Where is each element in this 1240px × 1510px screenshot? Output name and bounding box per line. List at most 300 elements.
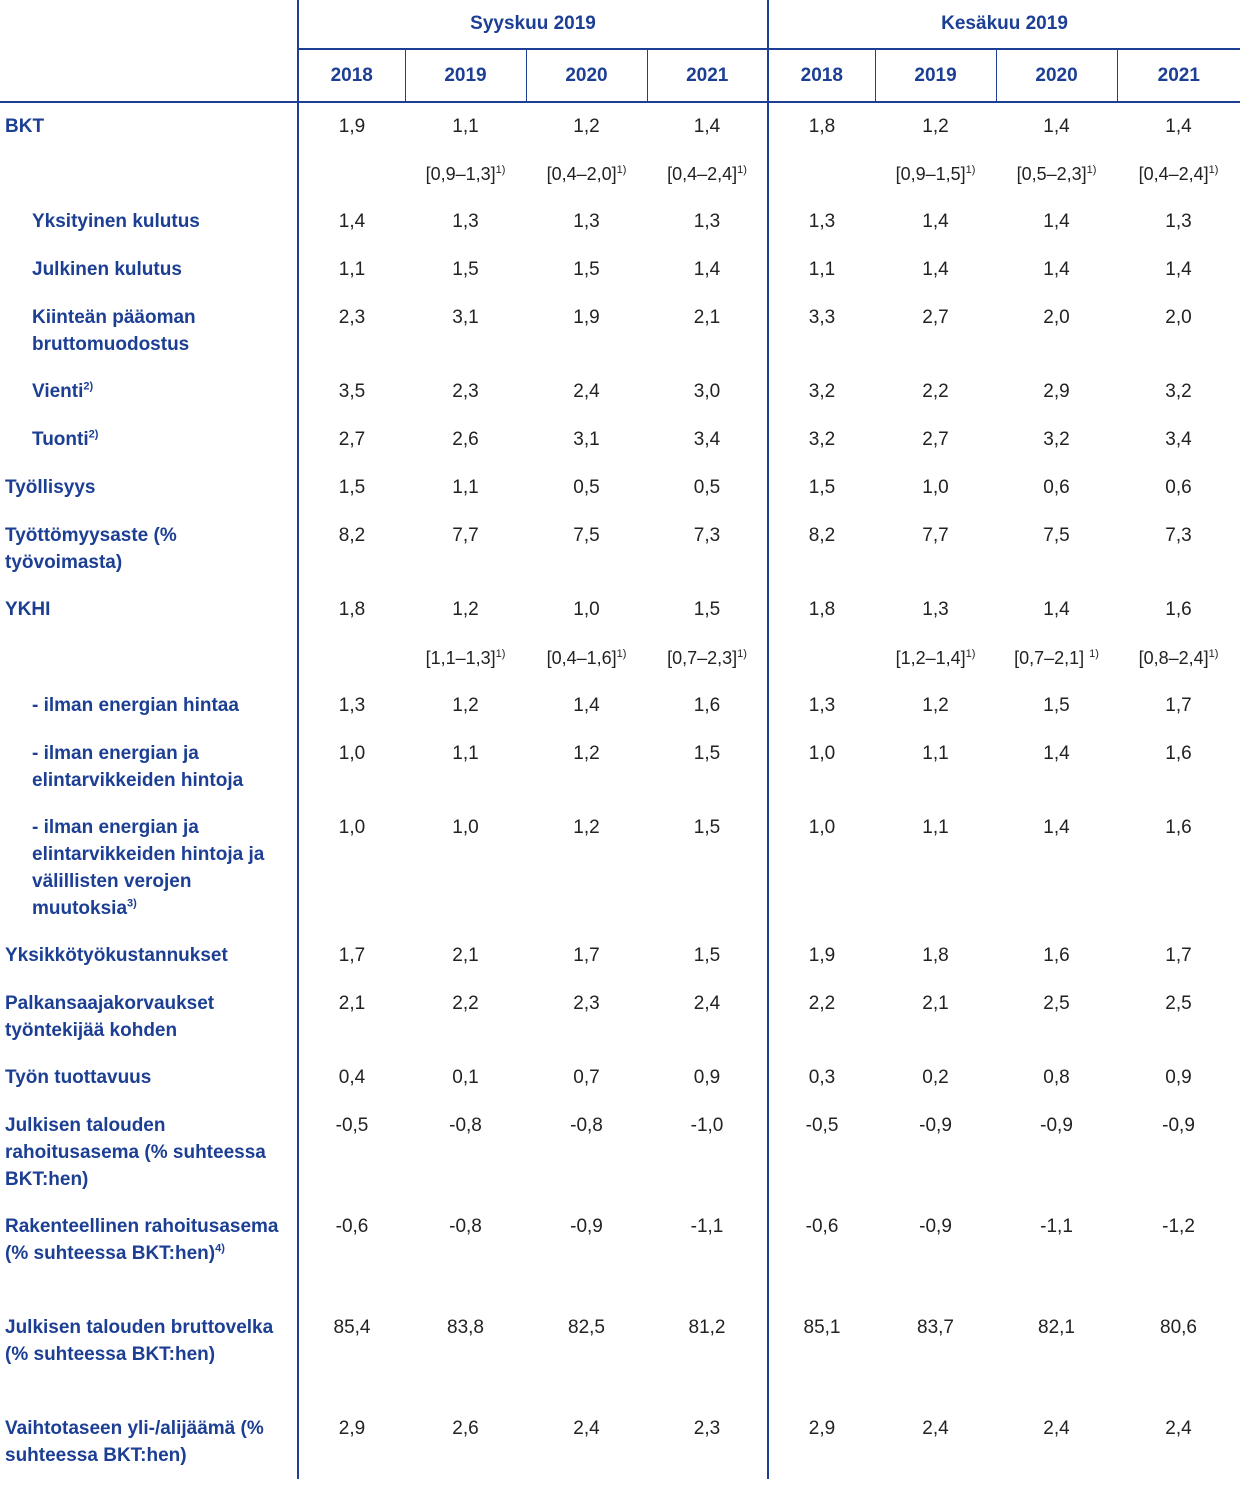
value-cell [405,1405,526,1479]
value-cell [647,246,768,294]
value-cell [996,1102,1117,1203]
cell-value: 1,5 [1043,695,1070,716]
table-body [0,102,1240,1479]
value-cell [875,1304,996,1405]
cell-value: 2,2 [452,993,479,1014]
cell-value: 1,4 [1165,116,1192,137]
cell-value: -1,2 [1162,1216,1195,1237]
cell-value: 1,9 [808,945,836,966]
year-header-row [0,49,1240,102]
cell-value: 0,9 [693,1067,721,1088]
footnote-marker: 1) [495,648,506,660]
table-row [0,804,1240,932]
value-cell [526,932,647,980]
cell-value: 1,4 [1043,599,1070,620]
row-label [0,1054,298,1102]
header-corner-bottom [0,49,298,102]
value-cell [1117,512,1240,586]
cell-value: 0,4 [338,1067,366,1088]
cell-value: 2,3 [693,1418,721,1439]
cell-value: 2,1 [693,307,721,328]
row-label-text: Julkisen talouden rahoitusasema (% suhteessa BKT:hen) [5,1115,266,1190]
row-label [0,294,298,368]
cell-value: 8,2 [808,525,836,546]
cell-value: 85,4 [333,1317,371,1338]
value-cell [298,1304,405,1405]
row-label [0,682,298,730]
range-value: [0,7–2,1] [1014,648,1090,668]
cell-value: 3,1 [452,307,479,328]
value-cell [996,150,1117,198]
group-header-june: Kesäkuu 2019 [768,0,1240,49]
table-row [0,416,1240,464]
footnote-marker: 1) [965,164,976,176]
row-label-text: - ilman energian ja elintarvikkeiden hintoja ja välillisten verojen muutoksia [32,817,265,919]
cell-value: -1,0 [690,1115,724,1136]
table-row [0,980,1240,1054]
value-cell [405,150,526,198]
table-row [0,1054,1240,1102]
value-cell [526,1304,647,1405]
value-cell [768,512,875,586]
value-cell [405,416,526,464]
row-label-text: YKHI [5,599,51,620]
value-cell [647,586,768,634]
value-cell [1117,102,1240,150]
cell-value: 1,0 [573,599,600,620]
cell-value: 1,2 [452,695,479,716]
value-cell [647,150,768,198]
footnote-marker: 1) [1086,164,1097,176]
cell-value: 1,4 [1043,743,1070,764]
value-cell [405,634,526,682]
cell-value: 2,0 [1165,307,1192,328]
row-label [0,416,298,464]
value-cell [768,730,875,804]
cell-value: -0,8 [449,1115,482,1136]
value-cell [996,980,1117,1054]
cell-value: 83,8 [447,1317,484,1338]
year-header: 2019 [875,49,996,102]
value-cell [1117,932,1240,980]
row-label [0,1102,298,1203]
value-cell [298,730,405,804]
value-cell [875,512,996,586]
value-cell [996,198,1117,246]
footnote-marker: 4) [215,1242,225,1255]
cell-value: 81,2 [688,1317,726,1338]
row-label-text: Palkansaajakorvaukset työntekijää kohden [5,993,215,1041]
value-cell [875,102,996,150]
value-cell [405,932,526,980]
cell-value: 2,3 [573,993,600,1014]
value-cell [996,464,1117,512]
cell-value: 1,7 [573,945,600,966]
cell-value: 3,2 [808,429,836,450]
value-cell [875,980,996,1054]
value-cell [526,416,647,464]
value-cell [526,246,647,294]
cell-value: -0,9 [919,1216,952,1237]
value-cell [298,804,405,932]
value-cell [298,294,405,368]
value-cell [1117,416,1240,464]
cell-value: 0,8 [1043,1067,1070,1088]
year-header: 2020 [996,49,1117,102]
value-cell [647,634,768,682]
row-label [0,368,298,416]
table-row [0,1304,1240,1405]
cell-value: 1,5 [808,477,836,498]
value-cell [875,294,996,368]
cell-value: -0,8 [449,1216,482,1237]
cell-value: 1,0 [338,817,366,838]
value-cell [405,1102,526,1203]
row-label [0,730,298,804]
value-cell [875,416,996,464]
cell-value: 1,1 [338,259,366,280]
year-header: 2018 [298,49,405,102]
value-cell [526,1405,647,1479]
value-cell [405,804,526,932]
row-label [0,932,298,980]
footnote-marker: 1) [965,648,976,660]
row-label-text: Yksityinen kulutus [32,211,200,232]
value-cell [526,1054,647,1102]
cell-value: 83,7 [917,1317,954,1338]
value-cell [526,294,647,368]
value-cell [298,102,405,150]
cell-value: 3,0 [693,381,721,402]
cell-value: -0,8 [570,1115,603,1136]
value-cell [526,150,647,198]
value-cell [405,198,526,246]
cell-value: -0,9 [1162,1115,1195,1136]
row-label-text: - ilman energian hintaa [32,695,239,716]
cell-value: 2,4 [693,993,721,1014]
cell-value: 2,9 [808,1418,836,1439]
row-label-text: Kiinteän pääoman bruttomuodostus [32,307,196,355]
cell-value: 7,3 [693,525,721,546]
cell-value: 2,9 [338,1418,366,1439]
cell-value: 0,6 [1043,477,1070,498]
value-cell [875,1054,996,1102]
value-cell [405,294,526,368]
cell-value: -0,5 [805,1115,839,1136]
cell-value: 1,5 [452,259,479,280]
value-cell [405,1304,526,1405]
table-row [0,634,1240,682]
year-header: 2021 [647,49,768,102]
value-cell [1117,150,1240,198]
cell-value: 2,9 [1043,381,1070,402]
cell-value: 1,0 [452,817,479,838]
cell-value: 1,3 [922,599,949,620]
cell-value: 7,3 [1165,525,1192,546]
cell-value: 1,7 [1165,695,1192,716]
value-cell [996,416,1117,464]
value-cell [405,682,526,730]
row-label [0,980,298,1054]
row-label-text: Vienti [32,381,84,402]
value-cell [405,1054,526,1102]
footnote-marker: 1) [616,648,627,660]
cell-value: 2,1 [922,993,949,1014]
value-cell [996,682,1117,730]
cell-value: 1,4 [922,259,949,280]
value-cell [405,368,526,416]
cell-value: 2,2 [922,381,949,402]
table-row [0,1203,1240,1304]
cell-value: 7,5 [573,525,600,546]
cell-value: 1,5 [573,259,600,280]
value-cell [526,980,647,1054]
value-cell [768,1405,875,1479]
range-value: [0,5–2,3] [1016,164,1087,184]
cell-value: 0,9 [1165,1067,1192,1088]
cell-value: 1,0 [338,743,366,764]
table-row [0,150,1240,198]
value-cell [647,368,768,416]
range-value: [0,4–1,6] [546,648,617,668]
row-label-text: Vaihtotaseen yli-/alijäämä (% suhteessa BKT:hen) [5,1418,264,1466]
value-cell [405,464,526,512]
value-cell [298,464,405,512]
cell-value: 3,4 [693,429,721,450]
value-cell [768,416,875,464]
value-cell [996,1054,1117,1102]
cell-value: 1,7 [338,945,366,966]
cell-value: 1,8 [808,599,836,620]
row-label [0,512,298,586]
range-value: [0,4–2,4] [1138,164,1209,184]
cell-value: 2,5 [1165,993,1192,1014]
cell-value: 1,2 [573,116,600,137]
cell-value: 1,3 [573,211,600,232]
table-row [0,682,1240,730]
cell-value: 80,6 [1160,1317,1197,1338]
value-cell [647,294,768,368]
range-value: [0,9–1,5] [895,164,966,184]
cell-value: 2,7 [338,429,366,450]
cell-value: 1,4 [693,116,721,137]
cell-value: 8,2 [338,525,366,546]
cell-value: 1,1 [452,477,479,498]
value-cell [647,1203,768,1304]
value-cell [647,1054,768,1102]
value-cell [526,586,647,634]
footnote-marker: 1) [495,164,506,176]
value-cell [526,682,647,730]
cell-value: 7,5 [1043,525,1070,546]
row-label [0,586,298,634]
range-value: [0,7–2,3] [667,648,738,668]
value-cell [298,980,405,1054]
value-cell [298,586,405,634]
range-value: [1,2–1,4] [895,648,966,668]
value-cell [875,634,996,682]
value-cell [768,1102,875,1203]
cell-value: 1,3 [693,211,721,232]
cell-value: 1,2 [573,743,600,764]
cell-value: 1,1 [452,743,479,764]
footnote-marker: 1) [737,648,747,660]
value-cell [298,246,405,294]
value-cell [768,1203,875,1304]
cell-value: 1,8 [922,945,949,966]
value-cell [875,464,996,512]
cell-value: 0,2 [922,1067,949,1088]
value-cell [996,586,1117,634]
cell-value: 7,7 [452,525,479,546]
value-cell [1117,368,1240,416]
cell-value: 1,4 [338,211,366,232]
value-cell [298,634,405,682]
value-cell [647,1405,768,1479]
cell-value: 1,8 [808,116,836,137]
value-cell [647,198,768,246]
cell-value: 1,1 [922,743,949,764]
cell-value: 2,6 [452,1418,479,1439]
value-cell [875,198,996,246]
cell-value: 82,5 [568,1317,605,1338]
value-cell [298,198,405,246]
cell-value: 0,1 [452,1067,479,1088]
group-header-row [0,0,1240,49]
value-cell [996,1203,1117,1304]
row-label-text: BKT [5,116,45,137]
table-row [0,102,1240,150]
cell-value: 1,0 [922,477,949,498]
row-label-text: Julkisen talouden bruttovelka (% suhteessa BKT:hen) [5,1317,274,1365]
value-cell [768,634,875,682]
row-label [0,804,298,932]
value-cell [996,1304,1117,1405]
cell-value: 1,1 [808,259,836,280]
value-cell [875,932,996,980]
value-cell [647,102,768,150]
value-cell [298,512,405,586]
value-cell [647,730,768,804]
value-cell [298,368,405,416]
value-cell [768,368,875,416]
value-cell [768,464,875,512]
value-cell [1117,1203,1240,1304]
cell-value: 3,3 [808,307,836,328]
cell-value: 1,4 [693,259,721,280]
cell-value: -0,6 [805,1216,839,1237]
row-label-text: Yksikkötyökustannukset [5,945,228,966]
cell-value: 1,4 [573,695,600,716]
row-label [0,634,298,682]
footnote-marker: 2) [83,380,94,393]
value-cell [298,932,405,980]
value-cell [298,1203,405,1304]
value-cell [405,980,526,1054]
table-row [0,1102,1240,1203]
table-row [0,730,1240,804]
range-value: [1,1–1,3] [425,648,496,668]
cell-value: 1,8 [338,599,366,620]
table-row [0,198,1240,246]
cell-value: 2,1 [338,993,366,1014]
value-cell [298,1102,405,1203]
cell-value: 1,1 [452,116,479,137]
value-cell [768,102,875,150]
cell-value: 3,2 [1165,381,1192,402]
cell-value: 1,9 [338,116,366,137]
value-cell [996,102,1117,150]
value-cell [768,980,875,1054]
table-row [0,586,1240,634]
cell-value: 1,4 [1043,259,1070,280]
cell-value: 2,6 [452,429,479,450]
cell-value: 1,2 [573,817,600,838]
row-label-text: Työllisyys [5,477,96,498]
cell-value: 2,7 [922,307,949,328]
footnote-marker: 1) [1208,164,1219,176]
row-label-text: Rakenteellinen rahoitusasema (% suhteessa BKT:hen) [5,1216,279,1264]
value-cell [768,682,875,730]
cell-value: 3,2 [1043,429,1070,450]
value-cell [526,1203,647,1304]
value-cell [996,932,1117,980]
cell-value: -0,9 [570,1216,603,1237]
cell-value: 7,7 [922,525,949,546]
row-label [0,198,298,246]
cell-value: 1,7 [1165,945,1192,966]
value-cell [526,368,647,416]
cell-value: 1,2 [922,116,949,137]
cell-value: 1,3 [808,695,836,716]
value-cell [526,198,647,246]
value-cell [1117,980,1240,1054]
value-cell [526,1102,647,1203]
value-cell [1117,804,1240,932]
cell-value: 1,6 [1043,945,1070,966]
cell-value: 1,6 [693,695,721,716]
row-label-text: Julkinen kulutus [32,259,182,280]
value-cell [647,980,768,1054]
row-label [0,464,298,512]
table-row [0,294,1240,368]
cell-value: 0,5 [693,477,721,498]
cell-value: 1,2 [922,695,949,716]
cell-value: 85,1 [803,1317,841,1338]
value-cell [1117,730,1240,804]
cell-value: 3,1 [573,429,600,450]
cell-value: 1,4 [922,211,949,232]
cell-value: 2,3 [452,381,479,402]
cell-value: 1,3 [1165,211,1192,232]
value-cell [1117,634,1240,682]
value-cell [298,416,405,464]
footnote-marker: 1) [616,164,627,176]
value-cell [298,682,405,730]
cell-value: 1,6 [1165,743,1192,764]
cell-value: 1,6 [1165,817,1192,838]
table-row [0,932,1240,980]
cell-value: 1,4 [1043,211,1070,232]
cell-value: 1,6 [1165,599,1192,620]
cell-value: 1,5 [338,477,366,498]
value-cell [768,198,875,246]
value-cell [875,368,996,416]
cell-value: 2,3 [338,307,366,328]
cell-value: 1,4 [1165,259,1192,280]
range-value: [0,9–1,3] [425,164,496,184]
value-cell [996,512,1117,586]
